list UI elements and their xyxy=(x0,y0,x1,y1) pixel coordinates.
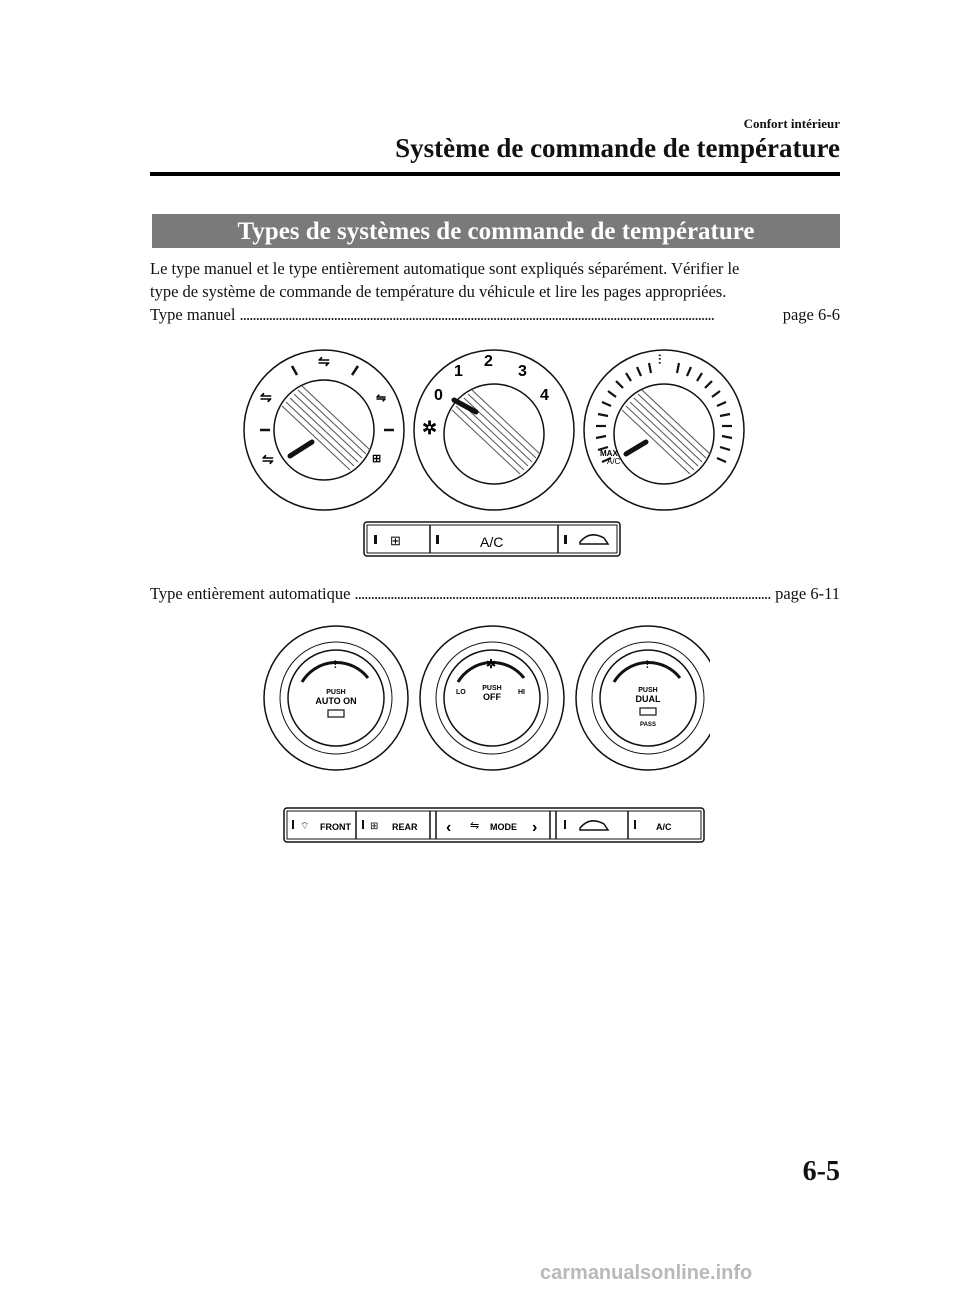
ac-button-label: A/C xyxy=(480,534,504,550)
auto-button-strip xyxy=(284,808,704,842)
thermometer-icon: ⫶ xyxy=(658,352,662,367)
toc-label: Type manuel xyxy=(150,305,236,324)
dual-push-label: PUSH xyxy=(638,687,658,694)
chapter-title: Système de commande de température xyxy=(395,133,840,163)
mode-left-arrow-icon: ‹ xyxy=(446,819,452,836)
fan-speed-4: 4 xyxy=(540,387,549,404)
svg-text:⇋: ⇋ xyxy=(376,391,387,405)
intro-line-2: type de système de commande de température du véhicule et lire les pages appropriées. xyxy=(150,282,727,301)
rear-defrost-icon: ⊞ xyxy=(390,533,401,548)
auto-fan-knob xyxy=(420,626,564,770)
rear-defrost-icon: ⊞ xyxy=(370,821,379,832)
ac-button-label: A/C xyxy=(656,822,672,832)
section-label: Confort intérieur xyxy=(743,116,840,131)
svg-text:⫶: ⫶ xyxy=(334,660,337,671)
manual-button-strip xyxy=(364,522,620,556)
toc-entry-automatic[interactable] xyxy=(150,583,840,605)
mode-right-arrow-icon: › xyxy=(532,819,538,836)
svg-text:⇋: ⇋ xyxy=(260,389,272,405)
automatic-control-panel-illustration xyxy=(262,620,710,846)
temperature-knob xyxy=(584,350,744,510)
fan-speed-3: 3 xyxy=(518,363,527,380)
fan-speed-1: 1 xyxy=(454,363,463,380)
mode-button-label: MODE xyxy=(490,822,517,832)
max-ac-label: A/C xyxy=(607,457,621,466)
toc-leader xyxy=(354,583,771,605)
watermark: carmanualsonline.info xyxy=(540,1262,753,1284)
section-title-bar: Types de systèmes de commande de température xyxy=(152,214,840,248)
toc-page: page 6-11 xyxy=(775,584,840,603)
svg-text:⫶: ⫶ xyxy=(646,660,649,671)
toc-page: page 6-6 xyxy=(782,305,840,324)
auto-push-label: PUSH xyxy=(326,689,346,696)
fan-push-label: PUSH xyxy=(482,685,502,692)
dual-indicator-light xyxy=(640,708,656,715)
fan-off-label: OFF xyxy=(483,692,501,702)
fan-speed-knob xyxy=(414,350,574,510)
svg-text:⊞: ⊞ xyxy=(372,453,382,465)
auto-indicator-light xyxy=(328,710,344,717)
dual-label: DUAL xyxy=(635,694,661,704)
header-rule xyxy=(150,172,840,176)
fan-speed-2: 2 xyxy=(484,353,493,370)
front-defrost-icon: ⌔ xyxy=(300,821,310,832)
svg-text:⇋: ⇋ xyxy=(318,353,330,369)
toc-leader xyxy=(239,304,778,326)
svg-text:⇋: ⇋ xyxy=(262,451,274,467)
manual-control-panel-illustration xyxy=(240,346,750,568)
fan-icon: ✲ xyxy=(486,657,497,671)
fan-lo-label: LO xyxy=(456,689,466,696)
toc-entry-manual[interactable] xyxy=(150,304,840,326)
max-label: MAX xyxy=(600,449,618,458)
auto-temperature-knob xyxy=(264,626,408,770)
auto-on-label: AUTO ON xyxy=(315,696,357,706)
pass-label: PASS xyxy=(640,722,656,728)
fan-hi-label: HI xyxy=(518,689,525,696)
fan-speed-0: 0 xyxy=(434,387,443,404)
mode-airflow-icon: ⇋ xyxy=(470,820,480,832)
mode-selector-knob xyxy=(244,350,404,510)
toc-label: Type entièrement automatique xyxy=(150,584,351,603)
front-button-label: FRONT xyxy=(320,822,351,832)
page-number: 6-5 xyxy=(802,1156,840,1187)
intro-line-1: Le type manuel et le type entièrement automatique sont expliqués séparément. Vérifier le xyxy=(150,259,740,278)
dual-temperature-knob xyxy=(576,626,710,770)
rear-button-label: REAR xyxy=(392,822,418,832)
fan-icon: ✲ xyxy=(422,418,438,438)
